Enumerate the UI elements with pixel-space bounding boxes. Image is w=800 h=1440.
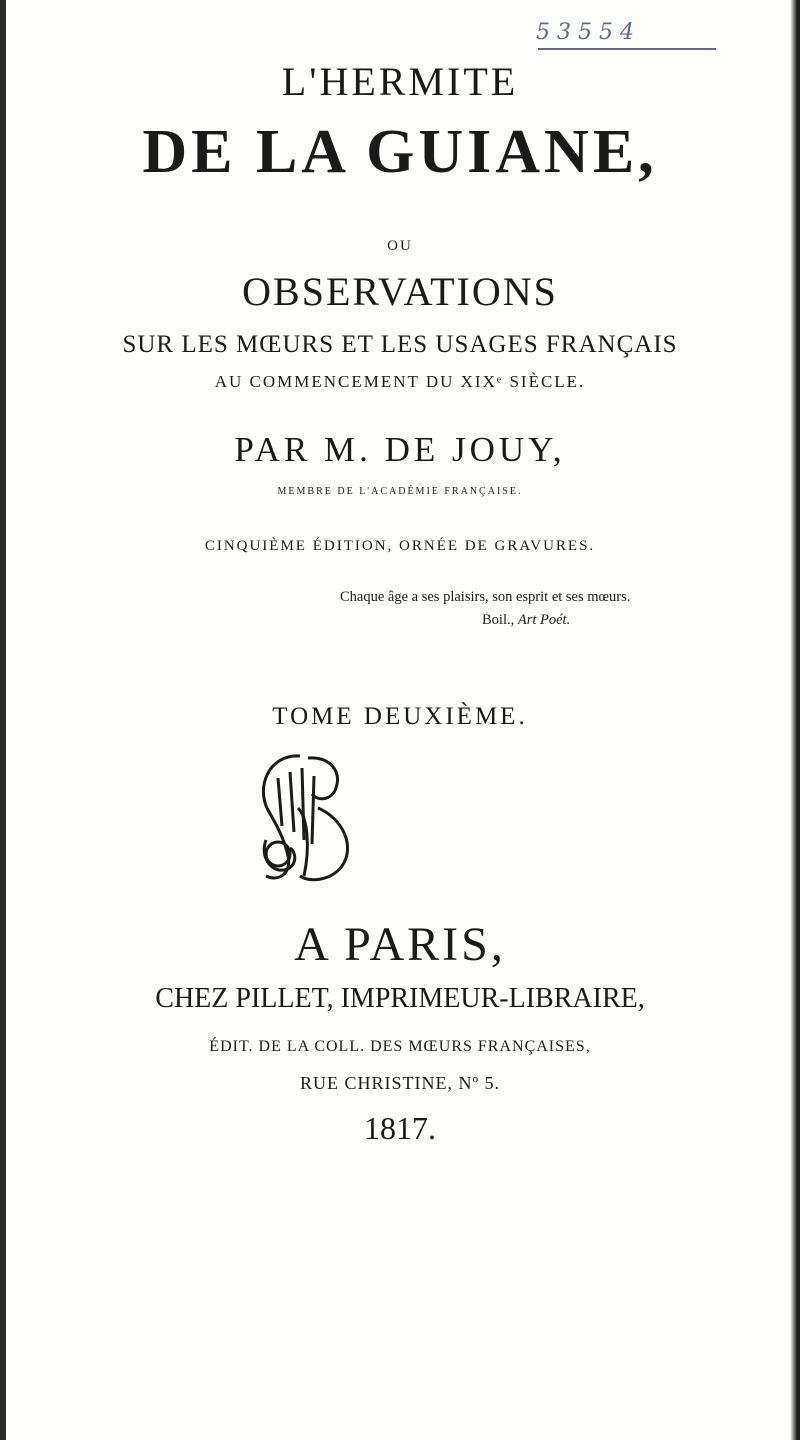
title-line-hermite: L'HERMITE: [281, 59, 519, 104]
handwritten-underline: [536, 46, 718, 52]
author-affiliation: MEMBRE DE L'ACADÉMIE FRANÇAISE.: [277, 486, 523, 497]
imprint-address: RUE CHRISTINE, Nº 5.: [299, 1073, 501, 1093]
subtitle-century: AU COMMENCEMENT DU XIXᵉ SIÈCLE.: [214, 372, 586, 391]
epigraph-source: [482, 612, 570, 629]
epigraph-work: Art Poét.: [517, 612, 571, 628]
epigraph: Chaque âge a ses plaisirs, son esprit et ses mœurs.: [340, 589, 631, 605]
author-line: PAR M. DE JOUY,: [234, 430, 566, 469]
subtitle-moeurs: SUR LES MŒURS ET LES USAGES FRANÇAIS: [122, 331, 678, 358]
imprint-city: A PARIS,: [294, 918, 506, 971]
title-conjunction: OU: [387, 238, 413, 254]
imprint-collection: ÉDIT. DE LA COLL. DES MŒURS FRANÇAISES,: [209, 1038, 591, 1055]
imprint-printer: CHEZ PILLET, IMPRIMEUR-LIBRAIRE,: [155, 983, 645, 1014]
epigraph-author: Boil.,: [482, 612, 515, 628]
volume-line: TOME DEUXIÈME.: [272, 703, 528, 730]
subtitle-observations: OBSERVATIONS: [242, 269, 558, 314]
edition-line: CINQUIÈME ÉDITION, ORNÉE DE GRAVURES.: [204, 538, 596, 554]
imprint-year: 1817.: [364, 1110, 436, 1146]
handwritten-shelf-mark: [536, 20, 718, 50]
publisher-monogram-icon: [238, 748, 368, 888]
handwritten-note: 5 3 5 5 4: [536, 20, 634, 45]
title-line-guiane: DE LA GUIANE,: [142, 118, 658, 186]
